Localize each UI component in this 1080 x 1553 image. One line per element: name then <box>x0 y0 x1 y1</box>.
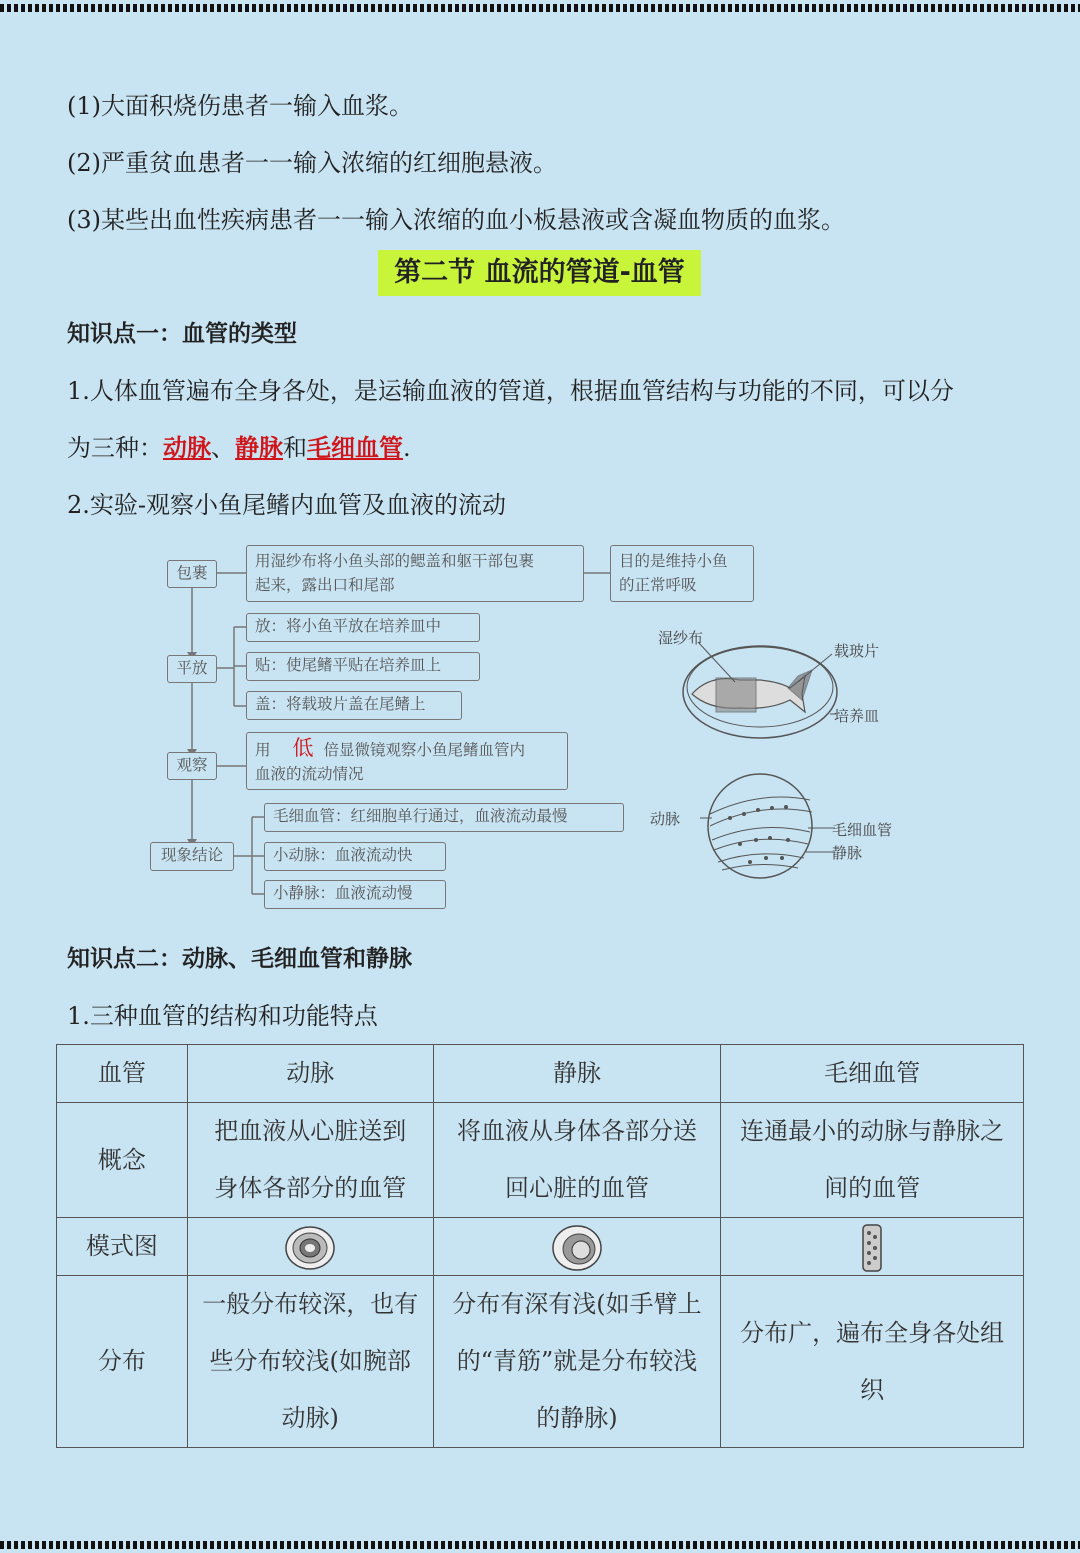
flow-conclusion-3: 小静脉：血液流动慢 <box>264 880 446 909</box>
label-artery: 动脉 <box>650 810 681 828</box>
flow-wrap-box <box>246 545 584 602</box>
kp1-title: 知识点一：血管的类型 <box>67 321 297 347</box>
concept-artery-l2: 身体各部分的血管 <box>214 1174 407 1202</box>
concept-label: 概念 <box>57 1103 188 1218</box>
flow-wrap-goal1: 目的是维持小鱼 <box>619 552 728 570</box>
obs-fill: 低 <box>292 736 314 760</box>
label-dish: 培养皿 <box>834 707 880 725</box>
label-vein: 静脉 <box>832 844 863 862</box>
diagram-vein <box>433 1218 721 1276</box>
flow-conclusion-1: 毛细血管：红细胞单行通过，血液流动最慢 <box>264 803 624 832</box>
intro-line-2: (2)严重贫血患者一一输入浓缩的红细胞悬液。 <box>67 149 557 177</box>
flow-observe-label: 观察 <box>167 752 217 780</box>
flow-place-1: 放：将小鱼平放在培养皿中 <box>246 613 480 642</box>
dist-artery-l3: 动脉) <box>281 1404 339 1432</box>
kp2-p1: 1.三种血管的结构和功能特点 <box>67 1002 378 1030</box>
th-vessel: 血管 <box>57 1045 188 1103</box>
flow-observe-box <box>246 732 568 790</box>
sep1: 、 <box>211 434 235 462</box>
flow-conclusion-label: 现象结论 <box>150 842 234 871</box>
capillary-icon <box>860 1223 884 1273</box>
microscope-field-figure <box>700 770 840 885</box>
flow-wrap-goal-box <box>610 545 754 602</box>
dist-artery-l2: 些分布较浅(如腕部 <box>209 1347 411 1375</box>
label-capillary: 毛细血管 <box>832 821 893 839</box>
blood-vessel-table <box>56 1044 1024 1448</box>
dist-label: 分布 <box>57 1276 188 1448</box>
th-artery: 动脉 <box>187 1045 433 1103</box>
obs-line2: 血液的流动情况 <box>255 765 364 783</box>
dist-capillary-l1: 分布广，遍布全身各处组 <box>740 1318 1005 1347</box>
obs-pre: 用 <box>255 741 271 759</box>
term-vein: 静脉 <box>235 433 283 462</box>
section-title: 第二节 血流的管道-血管 <box>378 250 701 296</box>
concept-capillary-l2: 间的血管 <box>824 1174 921 1202</box>
flow-wrap-goal2: 的正常呼吸 <box>619 576 697 594</box>
kp1-p1-line1: 1.人体血管遍布全身各处，是运输血液的管道，根据血管结构与功能的不同，可以分 <box>67 377 954 405</box>
dist-vein-l3: 的静脉) <box>536 1404 618 1432</box>
flow-wrap-text2: 起来，露出口和尾部 <box>255 576 395 594</box>
obs-post: 倍显微镜观察小鱼尾鳍血管内 <box>323 741 526 759</box>
dist-vein-l2: 的“青筋”就是分布较浅 <box>456 1347 698 1375</box>
diagram-label: 模式图 <box>57 1218 188 1276</box>
table-row-distribution <box>57 1276 1024 1448</box>
dist-artery <box>187 1276 433 1448</box>
dist-vein-l1: 分布有深有浅(如手臂上 <box>452 1290 702 1318</box>
intro-line-3: (3)某些出血性疾病患者一一输入浓缩的血小板悬液或含凝血物质的血浆。 <box>67 206 845 234</box>
flow-wrap-label: 包裹 <box>167 560 217 588</box>
dist-vein <box>433 1276 721 1448</box>
term-capillary: 毛细血管 <box>307 433 403 462</box>
concept-artery <box>187 1103 433 1218</box>
th-vein: 静脉 <box>433 1045 721 1103</box>
table-header-row <box>57 1045 1024 1103</box>
flow-place-3: 盖：将载玻片盖在尾鳍上 <box>246 691 462 720</box>
concept-vein <box>433 1103 721 1218</box>
label-slide: 载玻片 <box>834 642 880 660</box>
concept-capillary <box>721 1103 1024 1218</box>
intro-line-1: (1)大面积烧伤患者一输入血浆。 <box>67 92 413 120</box>
dist-capillary-l2: 织 <box>860 1375 885 1404</box>
sep2: 和 <box>283 434 307 462</box>
label-gauze: 湿纱布 <box>658 629 704 647</box>
bottom-border <box>0 1541 1080 1549</box>
concept-vein-l2: 回心脏的血管 <box>504 1174 649 1202</box>
flow-wrap-text1: 用湿纱布将小鱼头部的鳃盖和躯干部包裹 <box>255 552 535 570</box>
flow-conclusion-2: 小动脉：血液流动快 <box>264 842 446 871</box>
term-artery: 动脉 <box>163 433 211 462</box>
table-row-diagram <box>57 1218 1024 1276</box>
flow-place-label: 平放 <box>167 655 217 683</box>
dist-capillary <box>721 1276 1024 1448</box>
table-row-concept <box>57 1103 1024 1218</box>
th-capillary: 毛细血管 <box>721 1045 1024 1103</box>
concept-capillary-l1: 连通最小的动脉与静脉之 <box>740 1117 1005 1145</box>
dist-artery-l1: 一般分布较深，也有 <box>202 1290 419 1318</box>
vein-cross-section-icon <box>549 1223 605 1273</box>
concept-artery-l1: 把血液从心脏送到 <box>214 1117 407 1145</box>
kp1-p1-prefix: 为三种： <box>67 434 163 462</box>
diagram-capillary <box>721 1218 1024 1276</box>
kp1-p2: 2.实验-观察小鱼尾鳍内血管及血液的流动 <box>67 491 507 519</box>
concept-vein-l1: 将血液从身体各部分送 <box>456 1117 697 1145</box>
artery-cross-section-icon <box>282 1224 338 1272</box>
end-period: . <box>403 434 411 462</box>
flow-place-2: 贴：使尾鳍平贴在培养皿上 <box>246 652 480 681</box>
diagram-artery <box>187 1218 433 1276</box>
kp2-title: 知识点二：动脉、毛细血管和静脉 <box>67 946 412 972</box>
